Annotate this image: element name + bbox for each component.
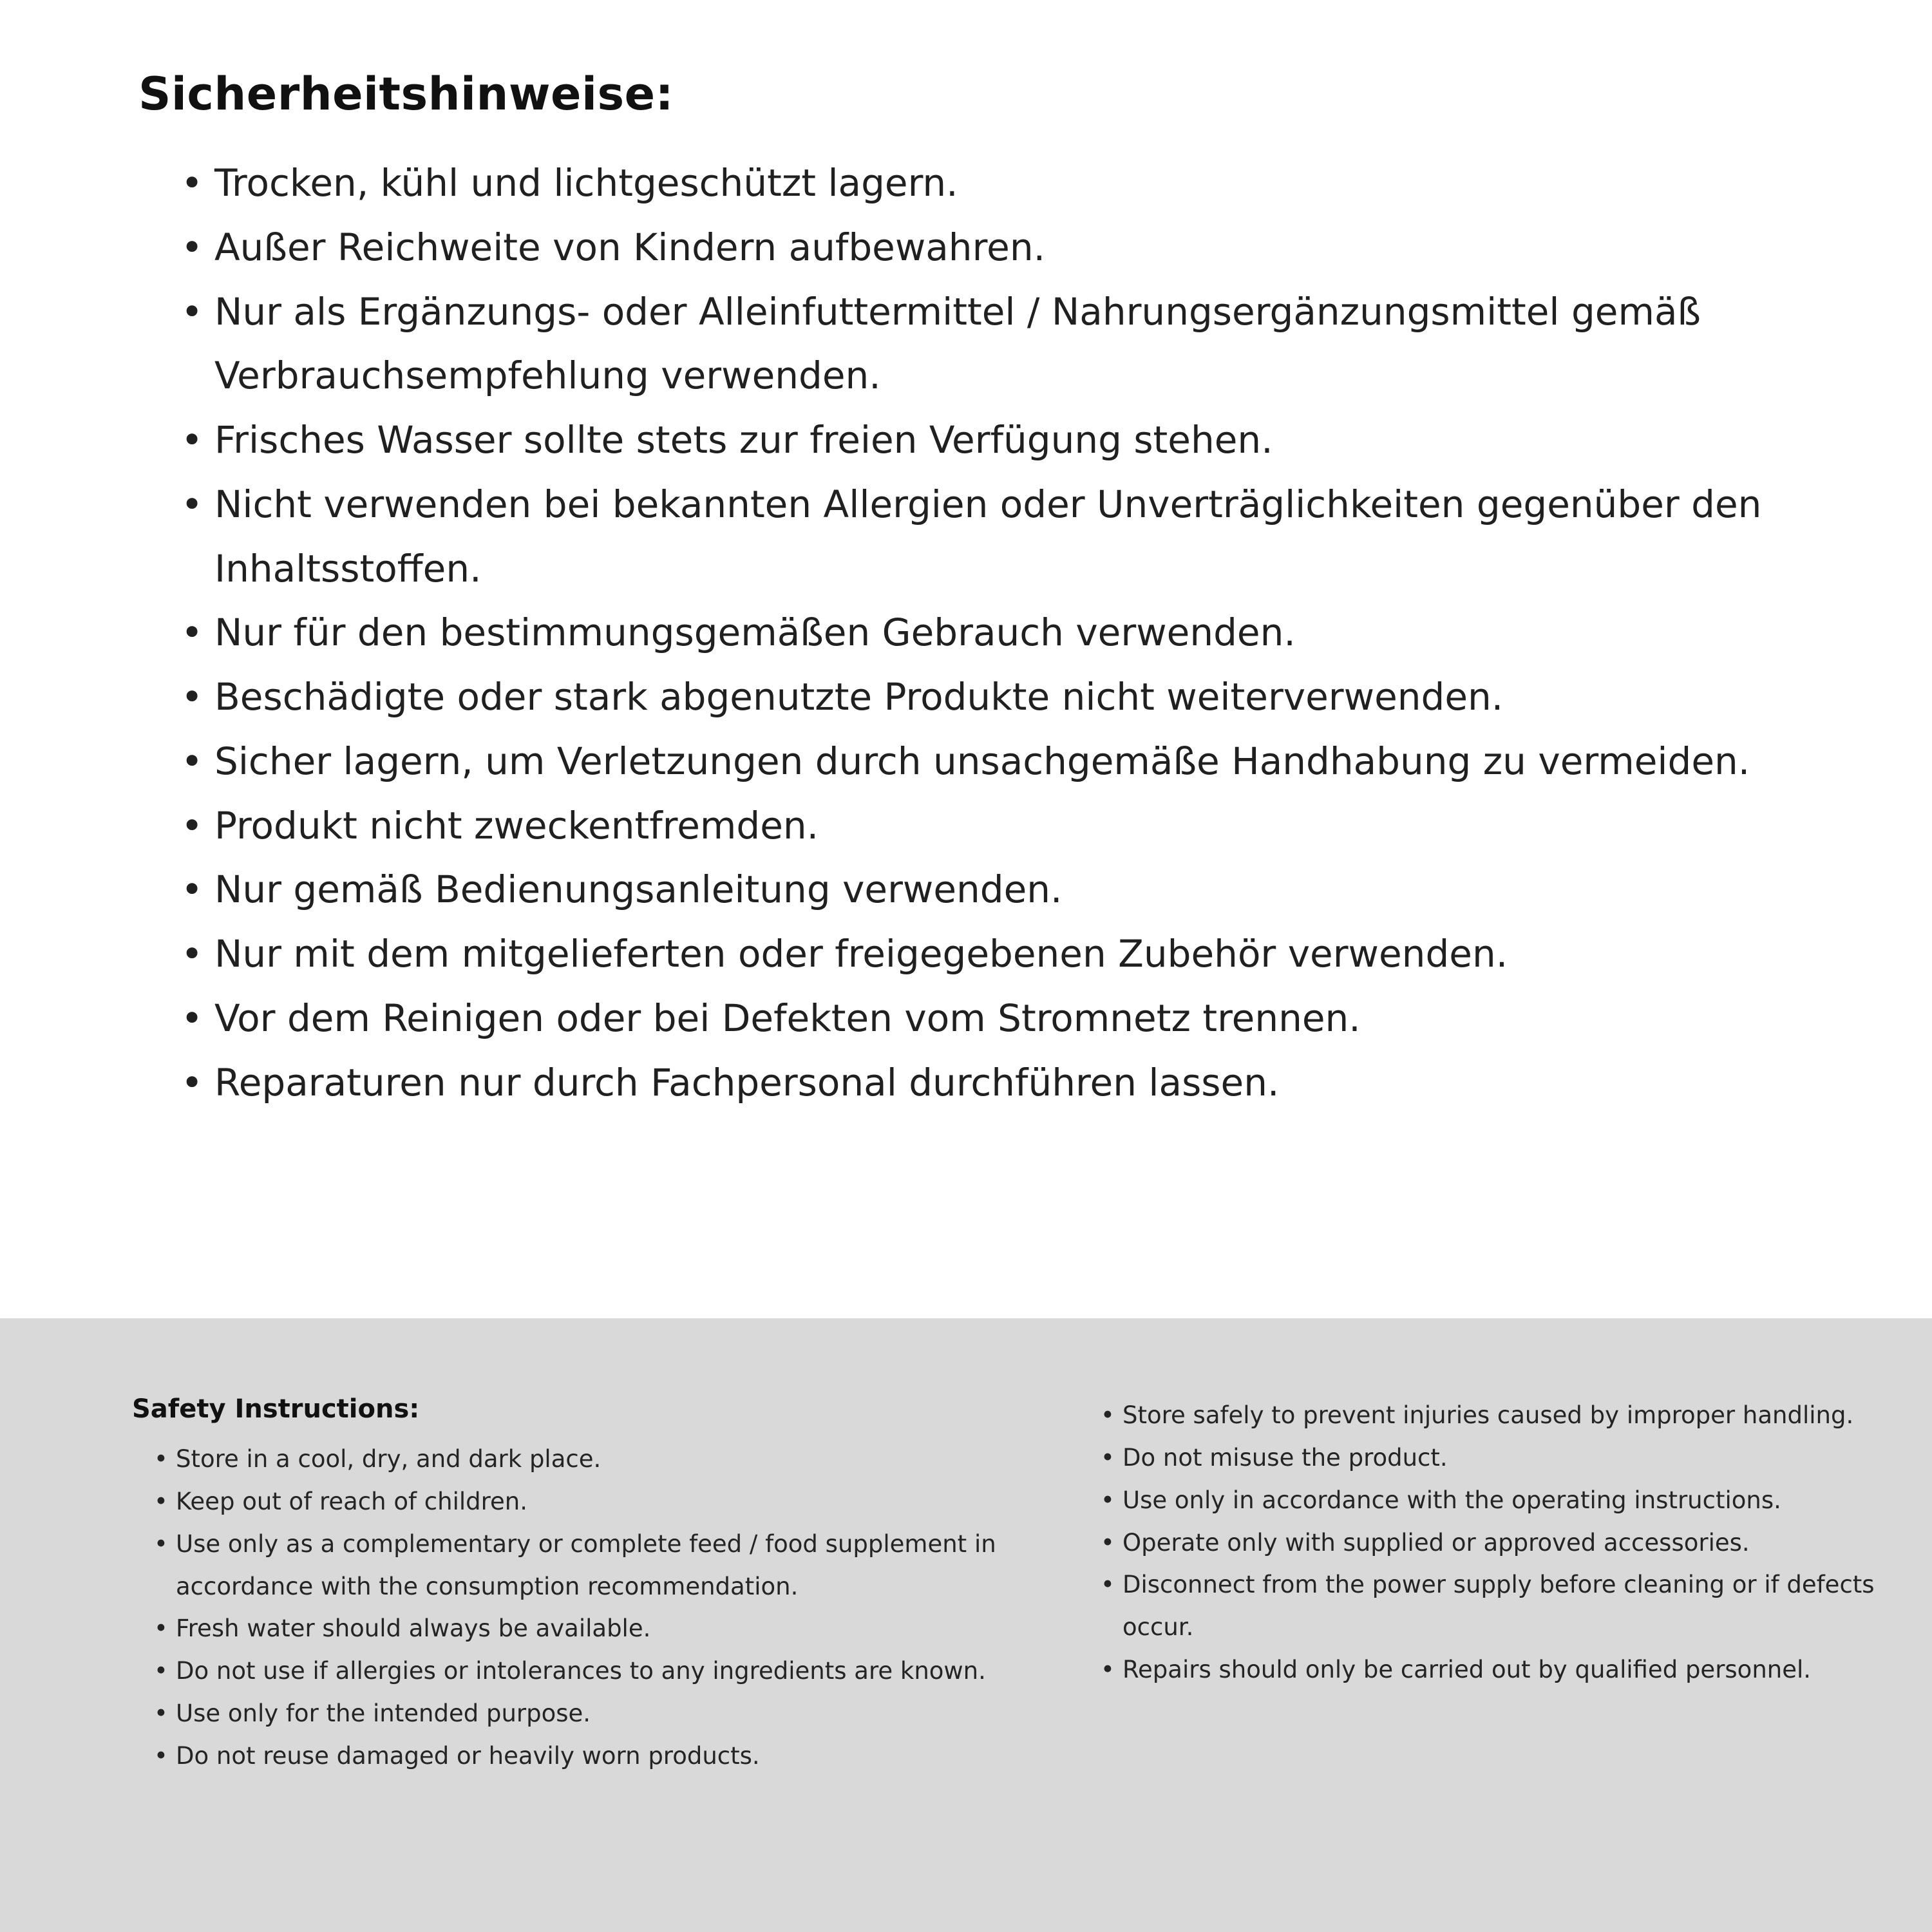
english-section-title: Safety Instructions:	[132, 1394, 420, 1424]
list-item: • Do not reuse damaged or heavily worn products.	[151, 1735, 998, 1777]
list-item: • Frisches Wasser sollte stets zur freien Verfügung stehen.	[176, 408, 1842, 473]
list-item: • Fresh water should always be available.	[151, 1607, 998, 1650]
list-item: • Reparaturen nur durch Fachpersonal durchführen lassen.	[176, 1051, 1842, 1115]
list-item: • Beschädigte oder stark abgenutzte Produkte nicht weiterverwenden.	[176, 665, 1842, 730]
english-right-column	[1098, 1394, 1922, 1932]
list-item: • Trocken, kühl und lichtgeschützt lagern.	[176, 151, 1842, 216]
list-item: • Vor dem Reinigen oder bei Defekten vom Stromnetz trennen.	[176, 987, 1842, 1051]
list-item: • Repairs should only be carried out by qualified personnel.	[1098, 1649, 1922, 1691]
list-item: • Do not misuse the product.	[1098, 1437, 1922, 1479]
list-item: • Keep out of reach of children.	[151, 1481, 998, 1523]
list-item: • Use only for the intended purpose.	[151, 1692, 998, 1735]
english-left-column	[132, 1394, 998, 1932]
list-item: • Produkt nicht zweckentfremden.	[176, 794, 1842, 858]
list-item: • Disconnect from the power supply before cleaning or if defects occur.	[1098, 1564, 1922, 1649]
list-item: • Nur für den bestimmungsgemäßen Gebrauch verwenden.	[176, 601, 1842, 665]
list-item: • Store safely to prevent injuries caused by improper handling.	[1098, 1394, 1922, 1437]
list-item: • Operate only with supplied or approved accessories.	[1098, 1522, 1922, 1564]
list-item: • Use only in accordance with the operating instructions.	[1098, 1479, 1922, 1522]
list-item: • Nur mit dem mitgelieferten oder freigegebenen Zubehör verwenden.	[176, 922, 1842, 987]
list-item: • Do not use if allergies or intolerances to any ingredients are known.	[151, 1650, 998, 1692]
list-item: • Sicher lagern, um Verletzungen durch unsachgemäße Handhabung zu vermeiden.	[176, 730, 1842, 794]
list-item: • Nur als Ergänzungs- oder Alleinfuttermittel / Nahrungsergänzungsmittel gemäß Verbrauchsempfehlung verwenden.	[176, 280, 1842, 409]
english-safety-section	[0, 1318, 1932, 1932]
list-item: • Use only as a complementary or complete feed / food supplement in accordance with the consumption recommendation.	[151, 1523, 998, 1608]
list-item: • Store in a cool, dry, and dark place.	[151, 1438, 998, 1481]
english-safety-list-right	[1098, 1394, 1922, 1691]
german-safety-list	[138, 151, 1842, 1115]
list-item: • Nicht verwenden bei bekannten Allergien oder Unverträglichkeiten gegenüber den Inhaltsstoffen.	[176, 473, 1842, 601]
english-safety-list-left	[132, 1438, 998, 1777]
german-section-title: Sicherheitshinweise:	[138, 68, 674, 120]
list-item: • Außer Reichweite von Kindern aufbewahren.	[176, 216, 1842, 280]
list-item: • Nur gemäß Bedienungsanleitung verwenden.	[176, 858, 1842, 922]
